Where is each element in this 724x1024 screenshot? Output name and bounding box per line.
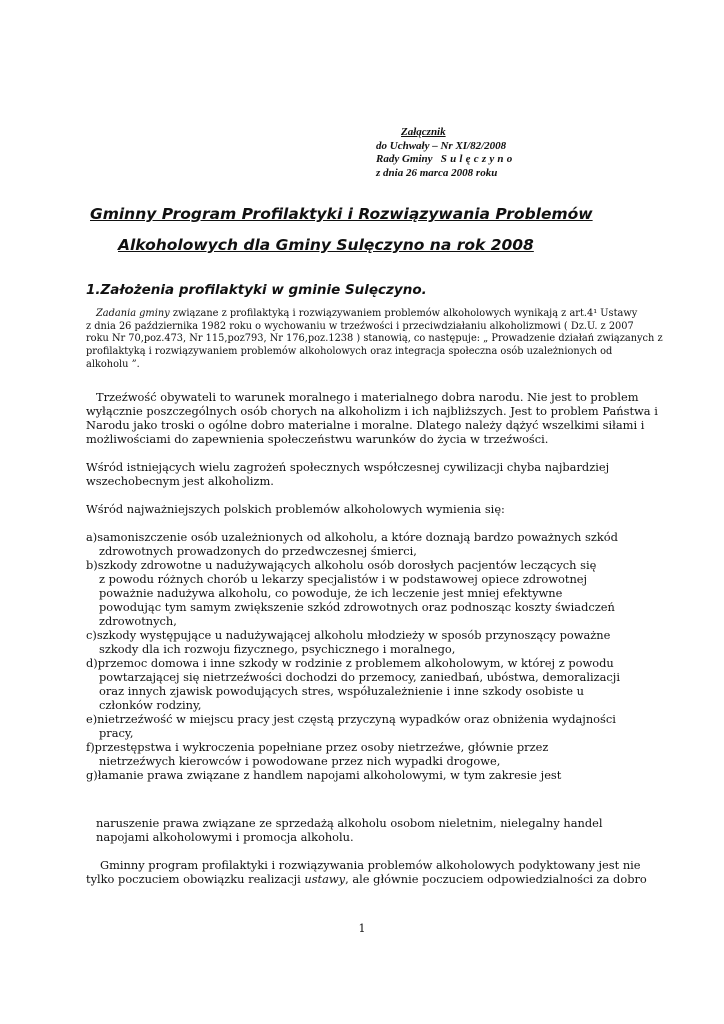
- attachment-date: z dnia 26 marca 2008 roku: [376, 166, 498, 179]
- attachment-title: Załącznik: [401, 126, 446, 138]
- list-item: a)samoniszczenie osób uzależnionych od alkoholu, a które doznają bardzo poważnych szkód zdrowotnych prowadzonych do przedwczesnej śmierci,: [86, 530, 618, 558]
- list-item: b)szkody zdrowotne u nadużywających alkoholu osób dorosłych pacjentów leczących się z powodu różnych chorób u lekarzy specjalistów i w podstawowej opiece zdrowotnej poważnie nadużywa alkoholu, co powoduje, że ich leczenie jest mniej efektywne powodując tym samym zwiększenie szkód zdrowotnych oraz podnosząc koszty świadczeń zdrowotnych,: [86, 558, 615, 628]
- intro-lead: Zadania gminy: [96, 308, 170, 319]
- list-intro: Wśród najważniejszych polskich problemów alkoholowych wymienia się:: [86, 502, 505, 516]
- program-paragraph: Gminny program profilaktyki i rozwiązywania problemów alkoholowych podyktowany jest nie tylko poczuciem obowiązku realizacji ustawy, ale głównie poczuciem odpowiedzialności za dobro: [86, 858, 647, 886]
- page-number: 1: [358, 922, 366, 935]
- list-item: d)przemoc domowa i inne szkody w rodzinie z problemem alkoholowym, w której z powodu powtarzającej się nietrzeźwości dochodzi do przemocy, zaniedbań, ubóstwa, demoralizacji oraz innych zjawisk powodujących stres, współuzależnienie i inne szkody osobiste u członków rodziny,: [86, 656, 620, 712]
- list-item: f)przestępstwa i wykroczenia popełniane przez osoby nietrzeźwe, głównie przez nietrzeźwych kierowców i powodowane przez nich wypadki drogowe,: [86, 740, 549, 768]
- list-item: g)łamanie prawa związane z handlem napojami alkoholowymi, w tym zakresie jest: [86, 768, 562, 782]
- violation-paragraph: naruszenie prawa związane ze sprzedażą alkoholu osobom nieletnim, nielegalny handel napojami alkoholowymi i promocja alkoholu.: [96, 816, 603, 844]
- section-heading: 1.Założenia profilaktyki w gminie Sulęczyno.: [86, 282, 427, 298]
- attachment-header: [376, 126, 515, 180]
- attachment-council: Rady Gminy Sulęczyno: [376, 153, 516, 165]
- problem-list: [86, 530, 634, 782]
- intro-paragraph: Zadania gminy związane z profilaktyką i rozwiązywaniem problemów alkoholowych wynikają z art.4¹ Ustawy z dnia 26 października 1982 roku o wychowaniu w trzeźwości i przeciwdziałaniu alkoholizmowi ( Dz.U. z 2007 roku Nr 70,poz.473, Nr 115,poz793, Nr 176,poz.1238 ) stanowią, co następuje: „ Prowadzenie działań związanych z profilaktyką i rozwiązywaniem problemów alkoholowych oraz integracja społeczna osób uzależnionych od alkoholu ”.: [86, 308, 663, 370]
- document-title-line1: Gminny Program Profilaktyki i Rozwiązywania Problemów: [90, 205, 593, 223]
- list-item: c)szkody występujące u nadużywającej alkoholu młodzieży w sposób przynoszący poważne szkody dla ich rozwoju fizycznego, psychicznego i moralnego,: [86, 628, 611, 656]
- document-title-line2: Alkoholowych dla Gminy Sulęczyno na rok 2008: [118, 236, 534, 254]
- sobriety-paragraph: Trzeźwość obywateli to warunek moralnego i materialnego dobra narodu. Nie jest to problem wyłącznie poszczególnych osób chorych na alkoholizm i ich najbliższych. Jest to problem Państwa i Narodu jako troski o ogólne dobro materialne i moralne. Dlatego należy dążyć wszelkimi siłami i możliwościami do zapewnienia społeczeństwu warunków do życia w trzeźwości.: [86, 390, 658, 446]
- threats-paragraph: Wśród istniejących wielu zagrożeń społecznych współczesnej cywilizacji chyba najbardziej wszechobecnym jest alkoholizm.: [86, 460, 610, 488]
- list-item: e)nietrzeźwość w miejscu pracy jest częstą przyczyną wypadków oraz obniżenia wydajności pracy,: [86, 712, 616, 740]
- attachment-resolution: do Uchwały – Nr XI/82/2008: [376, 139, 507, 152]
